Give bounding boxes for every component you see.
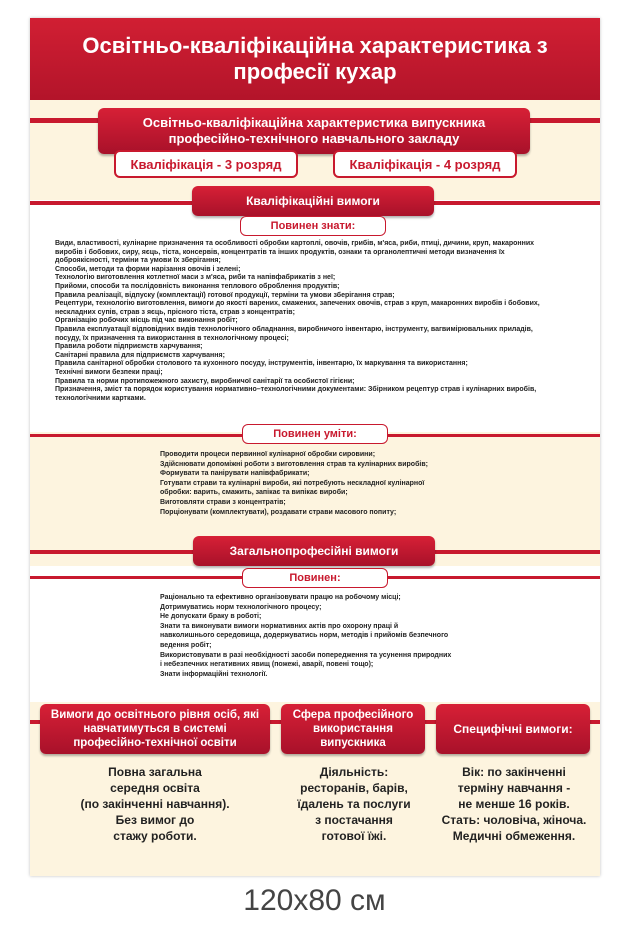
list-item: Призначення, зміст та порядок користування нормативно–технологічними документами: Збірником рецептур страв і кулінарних виробів, — [55, 386, 537, 394]
size-caption: 120х80 см — [243, 884, 386, 917]
subtitle-pill — [98, 108, 530, 154]
list-item: доброякісності, терміни та умови їх зберігання; — [55, 257, 221, 265]
education-req-pill — [40, 704, 270, 754]
list-item: Способи, методи та форми нарізання овочів і зелені; — [55, 265, 241, 273]
list-item: Види, властивості, кулінарне призначення та особливості обробки картоплі, овочів, грибів, м'яса, риби, птиці, дичини, круп, макаронних — [55, 240, 535, 247]
must-know-label-box — [240, 216, 386, 236]
text-line: Стать: чоловіча, жіноча. — [441, 813, 587, 827]
list-item: Виготовляти страви з концентратів; — [160, 498, 286, 506]
list-item: Здійснювати допоміжні роботи з виготовлення страв та кулінарних виробів; — [160, 460, 428, 468]
text-line: Медичні обмеження. — [452, 829, 576, 843]
list-item: Знати інформаційні технології. — [160, 670, 268, 678]
must-list — [160, 593, 451, 679]
list-item: Правила реалізації, відпуску (комплектації) готової продукції, терміни та умови зберігання страв; — [55, 291, 395, 299]
usage-sphere-body — [282, 764, 426, 844]
list-item: Формувати та панірувати напівфабрикати; — [160, 470, 310, 478]
specific-req-pill — [436, 704, 590, 754]
list-item: і небезпечних негативних явищ (пожежі, аварії, повені тощо); — [160, 661, 374, 669]
usage-sphere-heading: Сфера професійного використання випускника — [292, 709, 414, 749]
subtitle: Освітньо-кваліфікаційна характеристика випускника професійно-технічного навчального закладу — [142, 115, 486, 146]
list-item: Порціонувати (комплектувати), роздавати страви масового попиту; — [160, 508, 397, 516]
qual-req-pill — [192, 186, 434, 216]
must-know-list — [55, 240, 540, 403]
list-item: посуду, їх призначення та використання в технологічному процесі; — [55, 334, 289, 342]
text-line: Вік: по закінченні — [462, 765, 566, 779]
list-item: ведення робіт; — [160, 641, 212, 649]
page-title: Освітньо-кваліфікаційна характеристика з професії кухар — [82, 33, 548, 84]
qualification-3-box — [114, 150, 298, 178]
title-banner — [30, 18, 600, 100]
general-req-pill — [193, 536, 435, 566]
qualification-4-box — [333, 150, 517, 178]
list-item: Правила експлуатації відповідних видів технологічного обладнання, виробничого інвентарю, інструменту, вагвимірювальних приладів, — [55, 325, 533, 333]
usage-sphere-pill — [281, 704, 425, 754]
qualification-4: Кваліфікація - 4 розряд — [349, 156, 501, 172]
qualification-3: Кваліфікація - 3 розряд — [130, 156, 282, 172]
list-item: Організацію робочих місць під час виконання робіт; — [55, 317, 238, 325]
education-req-heading: Вимоги до освітнього рівня осіб, які навчатимуться в системі професійно-технічної освіти — [50, 709, 260, 749]
list-item: Санітарні правила для підприємств харчування; — [55, 351, 225, 359]
list-item: Проводити процеси первинної кулінарної обробки сировини; — [160, 451, 376, 458]
list-item: Знати та виконувати вимоги нормативних актів про охорону праці й — [160, 622, 399, 630]
specific-req-heading: Специфічні вимоги: — [453, 721, 573, 736]
list-item: Правила санітарної обробки столового та кухонного посуду, інструментів, інвентарю, їх маркування та використання; — [55, 360, 468, 368]
must-label: Повинен: — [289, 572, 341, 584]
text-line: (по закінченні навчання). — [80, 797, 230, 811]
must-know-label: Повинен знати: — [270, 220, 356, 232]
list-item: Технічні вимоги безпеки праці; — [55, 368, 163, 376]
poster — [30, 18, 600, 876]
education-req-body — [62, 764, 248, 844]
list-item: Рецептури, технологію виготовлення, вимоги до якості варених, смажених, запечених овочів, страв з круп, макаронних виробів і бобових, — [55, 300, 540, 308]
text-line: ресторанів, барів, — [300, 781, 408, 795]
text-line: терміну навчання - — [457, 781, 571, 795]
list-item: навколишнього середовища, додержуватись норм, методів і прийомів безпечного — [160, 632, 449, 640]
text-line: Діяльність: — [319, 765, 389, 779]
must-label-box — [242, 568, 388, 588]
must-do-label: Повинен уміти: — [273, 428, 357, 440]
qual-req-heading: Кваліфікаційні вимоги — [246, 194, 380, 208]
text-line: з постачання — [315, 813, 393, 827]
must-do-label-box — [242, 424, 388, 444]
text-line: середня освіта — [110, 781, 200, 795]
list-item: обробки: варить, смажить, запікає та випікає вироби; — [160, 489, 348, 497]
list-item: Технологію виготовлення котлетної маси з м'яса, риби та напівфабрикатів з неї; — [55, 274, 336, 282]
list-item: технологічними картками. — [55, 394, 146, 402]
text-line: стажу роботи. — [113, 829, 197, 843]
list-item: Прийоми, способи та послідовність виконання теплового оброблення продуктів; — [55, 282, 340, 290]
must-do-list — [160, 450, 428, 517]
list-item: нескладних супів, страв з яєць, прісного тіста, страв з концентратів; — [55, 308, 295, 316]
list-item: Готувати страви та кулінарні вироби, які потребують нескладної кулінарної — [160, 479, 425, 487]
list-item: Раціонально та ефективно організовувати працю на робочому місці; — [160, 594, 401, 601]
list-item: Дотримуватись норм технологічного процесу; — [160, 603, 322, 611]
text-line: не менше 16 років. — [458, 797, 570, 811]
text-line: готової їжі. — [321, 829, 387, 843]
text-line: Повна загальна — [108, 765, 202, 779]
text-line: їдалень та послуги — [297, 797, 411, 811]
general-req-heading: Загальнопрофесійні вимоги — [229, 544, 399, 558]
list-item: виробів і бобових, сиру, яєць, тіста, консервів, концентратів та інших продуктів, ознаки та органолептичні методи визначення їх — [55, 248, 505, 256]
list-item: Правила роботи підприємств харчування; — [55, 343, 203, 351]
list-item: Не допускати браку в роботі; — [160, 613, 262, 621]
text-line: Без вимог до — [115, 813, 195, 827]
list-item: Використовувати в разі необхідності засоби попередження та усунення природних — [160, 651, 452, 659]
list-item: Правила та норми протипожежного захисту, виробничої санітарії та особистої гігієни; — [55, 377, 355, 385]
specific-req-body — [434, 764, 594, 844]
